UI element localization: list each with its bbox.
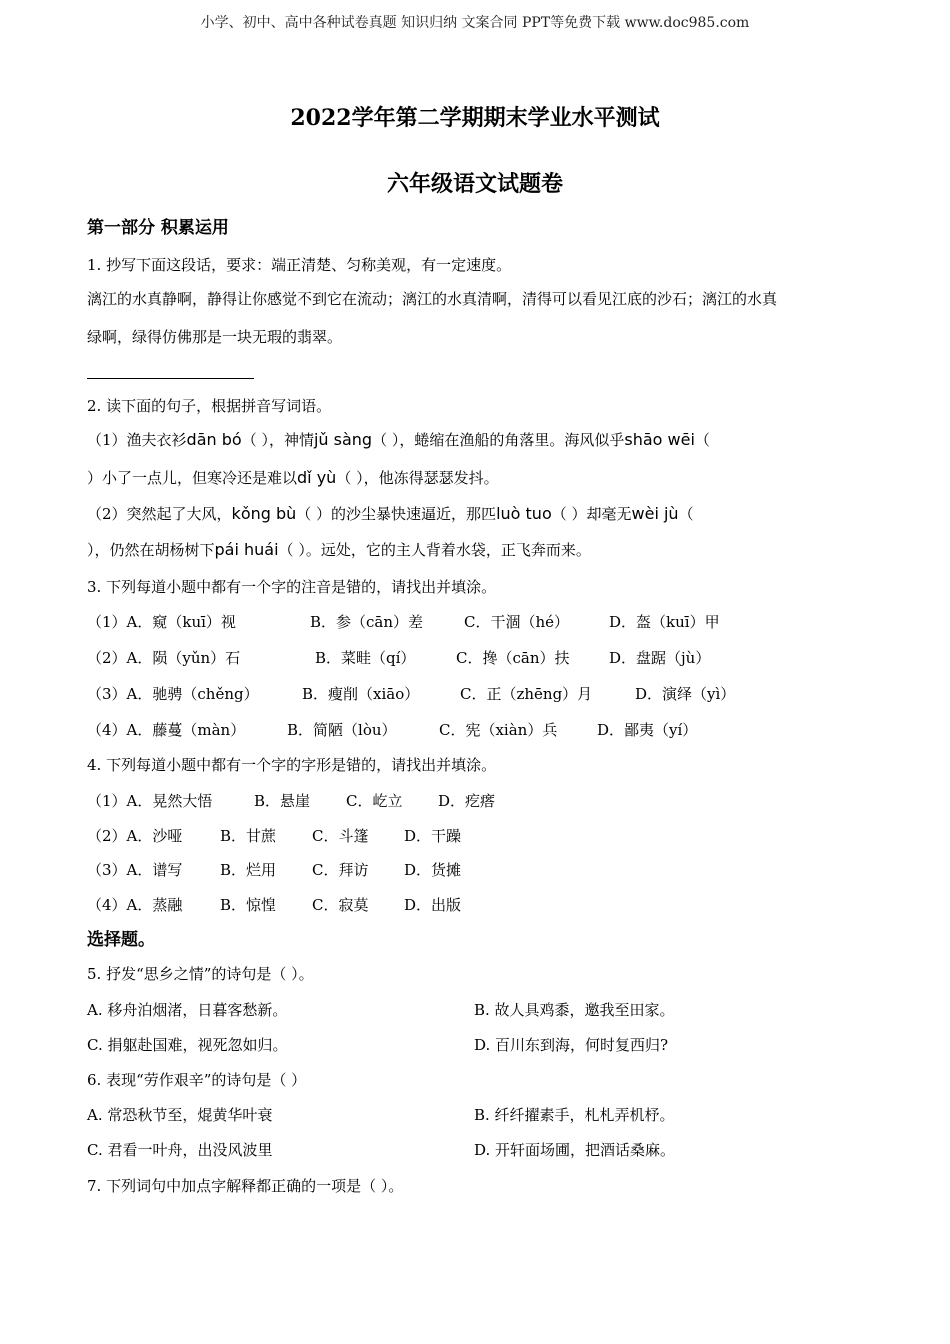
q4-row3: [87, 860, 461, 880]
q4-option[interactable]: D．疙瘩: [438, 792, 496, 810]
q6-prompt: 6. 表现“劳作艰辛”的诗句是（ ）: [87, 1071, 307, 1089]
q2-blank[interactable]: （ ）。远处，它的主人背着水袋，正飞奔而来。: [278, 541, 591, 559]
q3-option[interactable]: B．瘦削（xiāo）: [302, 685, 420, 703]
q2-blank[interactable]: （: [678, 505, 694, 523]
q3-option[interactable]: D．盔（kuī）甲: [609, 613, 720, 631]
q2-blank[interactable]: （ ），他冻得瑟瑟发抖。: [336, 469, 499, 487]
q5-option-c[interactable]: C. 捐躯赴国难，视死忽如归。: [87, 1036, 288, 1054]
q3-option[interactable]: C．宪（xiàn）兵: [439, 721, 558, 739]
q5-prompt: 5. 抒发“思乡之情”的诗句是（ ）。: [87, 965, 314, 983]
pinyin-jusang: jǔ sàng: [313, 430, 373, 449]
q4-option[interactable]: B．甘蔗: [220, 827, 277, 845]
q2-sentence2-line2: [87, 540, 591, 560]
q6-option-b[interactable]: B. 纤纤擢素手，札札弄机杼。: [474, 1106, 675, 1124]
q2-sentence1-line2: [87, 468, 499, 488]
q3-option[interactable]: （4）A．藤蔓（màn）: [87, 721, 246, 739]
pinyin-danbo: dān bó: [186, 430, 242, 449]
q4-option[interactable]: C．斗篷: [312, 827, 369, 845]
q3-row4: [87, 720, 697, 740]
part-heading: 第一部分 积累运用: [87, 218, 229, 238]
site-header: 小学、初中、高中各种试卷真题 知识归纳 文案合同 PPT等免费下载 www.doc985.com: [200, 15, 750, 31]
q2-prompt: 2. 读下面的句子，根据拼音写词语。: [87, 397, 332, 415]
q6-option-c[interactable]: C. 君看一叶舟，出没风波里: [87, 1141, 273, 1159]
q2-blank[interactable]: （: [694, 431, 710, 449]
q4-row2: [87, 826, 461, 846]
q3-prompt: 3. 下列每道小题中都有一个字的注音是错的，请找出并填涂。: [87, 578, 497, 596]
choice-heading: 选择题。: [87, 930, 155, 950]
q2-text: ）小了一点儿，但寒冷还是难以: [87, 469, 298, 487]
q4-option[interactable]: D．干躁: [404, 827, 462, 845]
q6-option-a[interactable]: A. 常恐秋节至，焜黄华叶衰: [87, 1106, 273, 1124]
q7-prompt: 7. 下列词句中加点字解释都正确的一项是（ ）。: [87, 1177, 404, 1195]
q3-option[interactable]: （2）A．陨（yǔn）石: [87, 649, 241, 667]
q2-sentence2-line1: [87, 504, 694, 524]
q4-option[interactable]: （2）A．沙哑: [87, 827, 183, 845]
q3-option[interactable]: D．盘踞（jù）: [609, 649, 711, 667]
q4-option[interactable]: D．货摊: [404, 861, 462, 879]
exam-subtitle: 六年级语文试题卷: [386, 171, 563, 197]
q4-option[interactable]: B．悬崖: [254, 792, 311, 810]
q3-option[interactable]: B．简陋（lòu）: [287, 721, 397, 739]
q3-row1: [87, 612, 720, 632]
q4-option[interactable]: C．拜访: [312, 861, 369, 879]
pinyin-weiju: wèi jù: [631, 504, 679, 523]
pinyin-kongbu: kǒng bù: [231, 504, 297, 523]
pinyin-diyu: dǐ yù: [297, 468, 337, 487]
q4-row4: [87, 895, 461, 915]
q4-option[interactable]: （3）A．谱写: [87, 861, 183, 879]
q4-option[interactable]: （4）A．蒸融: [87, 896, 183, 914]
pinyin-shaowei: shāo wēi: [624, 430, 695, 449]
q5-option-b[interactable]: B. 故人具鸡黍，邀我至田家。: [474, 1001, 675, 1019]
q4-option[interactable]: D．出版: [404, 896, 462, 914]
q4-option[interactable]: C．屹立: [346, 792, 403, 810]
q5-option-a[interactable]: A. 移舟泊烟渚，日暮客愁新。: [87, 1001, 288, 1019]
q1-passage-line2: 绿啊，绿得仿佛那是一块无瑕的翡翠。: [87, 328, 343, 346]
q6-option-d[interactable]: D. 开轩面场圃，把酒话桑麻。: [474, 1141, 676, 1159]
q4-option[interactable]: B．烂用: [220, 861, 277, 879]
q2-sentence1-line1: [87, 430, 710, 450]
exam-title: 2022学年第二学期期末学业水平测试: [290, 105, 660, 131]
q3-option[interactable]: B．参（cān）差: [310, 613, 424, 631]
q1-passage-line1: 漓江的水真静啊，静得让你感觉不到它在流动；漓江的水真清啊，清得可以看见江底的沙石；漓江的水真: [87, 290, 778, 308]
q2-text: ），仍然在胡杨树下: [87, 541, 215, 559]
q5-option-d[interactable]: D. 百川东到海，何时复西归?: [474, 1036, 669, 1054]
q2-text: （1）渔夫衣衫: [87, 431, 187, 449]
q3-row2: [87, 648, 710, 668]
q4-option[interactable]: C．寂莫: [312, 896, 369, 914]
q4-option[interactable]: （1）A．晃然大悟: [87, 792, 213, 810]
q2-text: （2）突然起了大风，: [87, 505, 232, 523]
q1-answer-line[interactable]: [87, 378, 254, 379]
q3-option[interactable]: C．正（zhēng）月: [460, 685, 593, 703]
q2-blank[interactable]: （ ），蜷缩在渔船的角落里。海风似乎: [372, 431, 625, 449]
q3-option[interactable]: D．鄙夷（yí）: [597, 721, 698, 739]
q2-blank[interactable]: （ ）的沙尘暴快速逼近，那匹: [296, 505, 497, 523]
pinyin-luotuo: luò tuo: [496, 504, 552, 523]
q3-option[interactable]: （1）A．窥（kuī）视: [87, 613, 236, 631]
q3-option[interactable]: C．干涸（hé）: [464, 613, 570, 631]
q2-blank[interactable]: （ ）却毫无: [551, 505, 632, 523]
q3-option[interactable]: C．搀（cān）扶: [456, 649, 570, 667]
q3-option[interactable]: B．菜畦（qí）: [315, 649, 416, 667]
q4-prompt: 4. 下列每道小题中都有一个字的字形是错的，请找出并填涂。: [87, 756, 497, 774]
q2-blank[interactable]: （ ），神情: [241, 431, 314, 449]
q3-row3: [87, 684, 735, 704]
q1-prompt: 1. 抄写下面这段话，要求：端正清楚、匀称美观，有一定速度。: [87, 256, 512, 274]
q3-option[interactable]: D．演绎（yì）: [635, 685, 736, 703]
q3-option[interactable]: （3）A．驰骋（chěng）: [87, 685, 259, 703]
q4-option[interactable]: B．惊惶: [220, 896, 277, 914]
q4-row1: [87, 791, 495, 811]
pinyin-paihuai: pái huái: [214, 540, 279, 559]
